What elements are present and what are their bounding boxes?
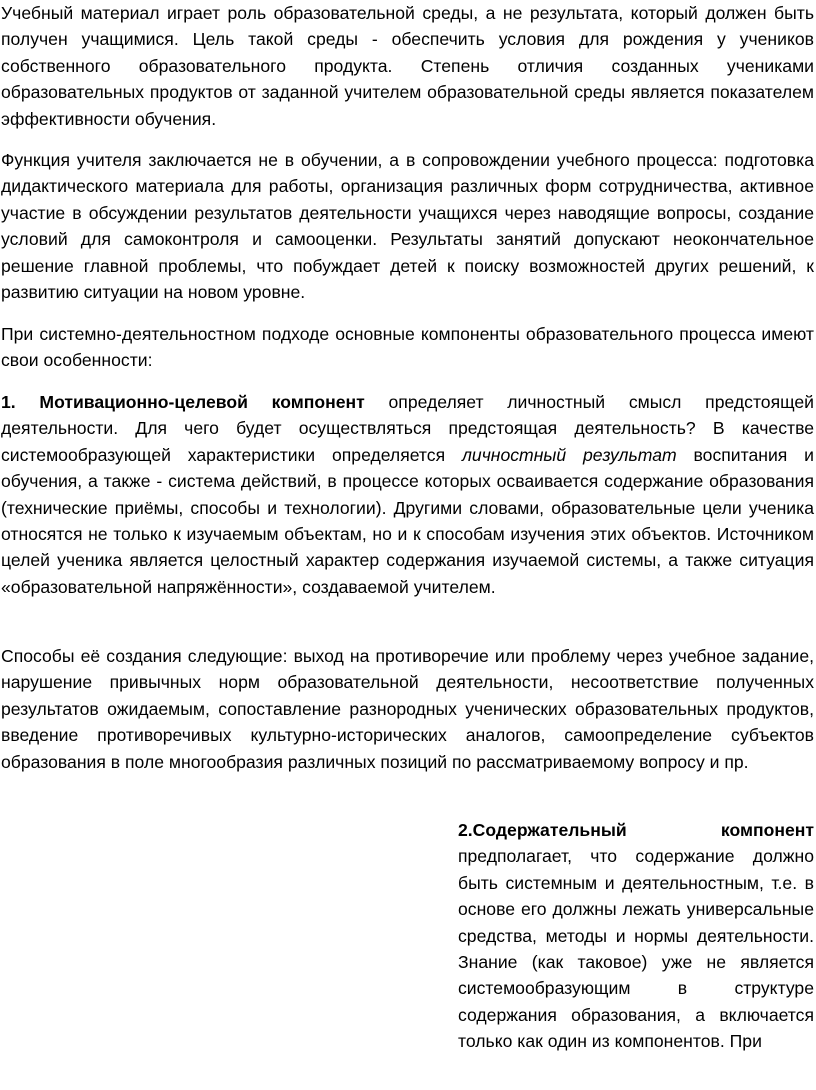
paragraph-educational-environment: Учебный материал играет роль образовательной среды, а не результата, который должен быть получен учащимися. Цель такой среды - обеспечить условия для рождения у учеников собственного образовательного продукта. Степень отличия созданных учениками образовательных продуктов от заданной учителем образовательной среды является показателем эффективности обучения.: [1, 3, 814, 129]
paragraph-content-component: [458, 817, 814, 1055]
motivational-component-heading: 1. Мотивационно-целевой компонент: [1, 392, 365, 412]
motivational-component-text-b: воспитания и обучения, а также - система действий, в процессе которых осваивается содержание образования (технические приёмы, способы и технологии). Другими словами, образовательные цели ученика относятся не только к изучаемым объектам, но и к способам изучения этих объектов. Источником целей ученика является целостный характер содержания изучаемой системы, а также ситуация «образовательной напряжённости», создаваемой учителем.: [1, 444, 814, 597]
paragraph-motivational-component: [1, 389, 814, 600]
paragraph-components-intro: При системно-деятельностном подходе основные компоненты образовательного процесса имеют свои особенности:: [1, 324, 814, 371]
paragraph-teacher-function: Функция учителя заключается не в обучении, а в сопровождении учебного процесса: подготовка дидактического материала для работы, организация различных форм сотрудничества, активное участие в обсуждении результатов деятельности учащихся через наводящие вопросы, создание условий для самоконтроля и самооценки. Результаты занятий допускают неокончательное решение главной проблемы, что побуждает детей к поиску возможностей других решений, к развитию ситуации на новом уровне.: [1, 150, 814, 303]
motivational-component-text-a: определяет личностный смысл предстоящей деятельности. Для чего будет осуществляться предстоящая деятельность? В качестве системообразующей характеристики определяется: [1, 392, 815, 465]
content-component-text: предполагает, что содержание должно быть системным и деятельностным, т.е. в основе его должны лежать универсальные средства, методы и нормы деятельности. Знание (как таковое) уже не является системообразующим в структуре содержания образования, а включается только как один из компонентов. При: [458, 846, 814, 1052]
paragraph-creation-methods: Способы её создания следующие: выход на противоречие или проблему через учебное задание, нарушение привычных норм образовательной деятельности, несоответствие полученных результатов ожидаемым, сопоставление разнородных ученических образовательных продуктов, введение противоречивых культурно-исторических аналогов, самоопределение субъектов образования в поле многообразия различных позиций по рассматриваемому вопросу и пр.: [1, 646, 814, 772]
personal-result-emphasis: личностный результат: [461, 444, 677, 465]
content-component-heading: 2.Содержательный компонент: [458, 820, 814, 840]
